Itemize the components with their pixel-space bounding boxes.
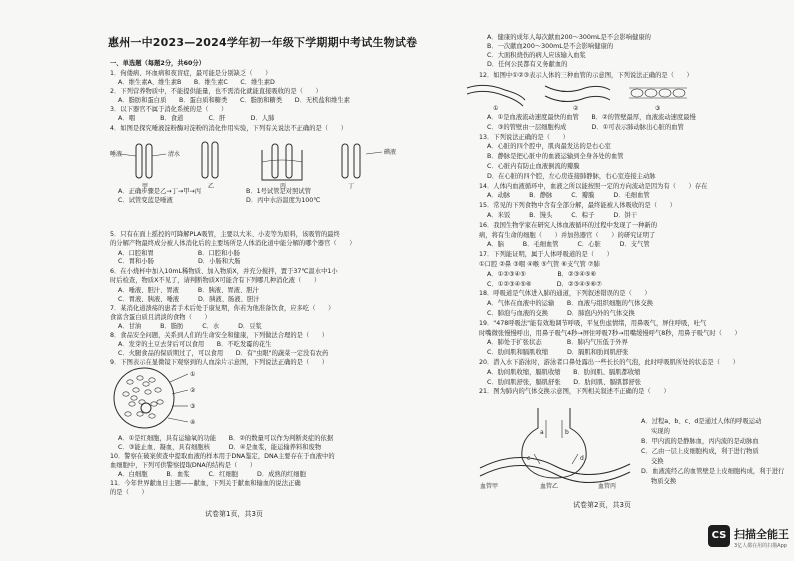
- red-blood-cell: [149, 414, 155, 418]
- fig12-label-3: ③: [655, 105, 661, 112]
- question-text: 17．下列能证明，属于人体呼吸道的是（ ）: [479, 251, 613, 259]
- answer-option: B．甲内流的是静脉血，丙内流的是动脉血: [641, 438, 759, 445]
- question-text: 时后检查，物质X不见了，请判断物质X可能含有下列哪几种消化液（ ）: [110, 277, 321, 284]
- red-blood-cell: [123, 392, 129, 396]
- answer-option: A．米饭 B．馒头 C．粽子 D．饼干: [487, 212, 638, 219]
- answer-option: A．甘油 B．脂肪 C．水 D．豆浆: [118, 323, 262, 330]
- answer-option: A．口腔和胃 B．口腔和小肠: [118, 250, 240, 257]
- exam-title: 惠州一中2023—2024学年初一年级下学期期中考试生物试卷: [108, 36, 418, 49]
- red-blood-cell: [127, 380, 133, 384]
- answer-option: A．①②③④⑤ B．②③④⑤⑥: [487, 270, 597, 278]
- red-blood-cell: [131, 396, 137, 400]
- answer-option: A．肋间肌收缩，膈肌收缩 B．肋间肌、膈肌都收缩: [487, 368, 641, 376]
- fig21-label-d: d: [580, 455, 584, 462]
- tube-jia: [120, 144, 166, 178]
- tube-yi: [202, 142, 218, 178]
- question-text: 时嘴微张慢慢呼出，用鼻子吸气4秒→屏住呼吸7秒→用嘴缓慢呼气8秒，用鼻子吸气时（ ）: [479, 329, 741, 337]
- blood-cells: [123, 376, 163, 418]
- red-blood-cell: [157, 400, 163, 404]
- answer-option: A．脂肪和蛋白质 B．蛋白质和糖类 C．脂肪和糖类 D．无机盐和维生素: [118, 97, 350, 104]
- fig9-label-3: ③: [190, 403, 196, 410]
- question-text: 9．下图表示在显微镜下观察到的人血涂片示意图，下列说法正确的是（ ）: [110, 359, 329, 366]
- section-heading: 一、单选题（每题2分，共60分）: [110, 60, 206, 67]
- question-text: 8．食品安全问题，关系到人们的生命安全和健康，下列做法合理的是（ ）: [110, 332, 329, 339]
- vessel-1: [467, 85, 525, 106]
- fig21-label-c: c: [527, 455, 531, 462]
- answer-option: C．肋间肌舒张，膈肌舒张 D．肋间肌、膈肌都舒张: [487, 378, 642, 386]
- fig9-blood-smear: [112, 364, 202, 434]
- fig4-label-saliva: 唾液: [110, 151, 123, 158]
- camscanner-tagline: 3亿人都在用的扫描App: [734, 543, 787, 549]
- vessel-2: [545, 86, 610, 102]
- question-text: 11．今年世界献血日主题——献血，下列关于献血和输血的说法正确: [110, 480, 301, 487]
- answer-option: D．在心脏的四个腔，左心房连接肺静脉，右心室连接主动脉: [487, 172, 656, 180]
- answer-option: A．发芽的土豆去芽后可以食用 B．不吃发霉的花生: [118, 341, 272, 348]
- answer-option: A．动脉 B．静脉 C．瓣膜 D．毛细血管: [487, 192, 650, 200]
- answer-option: A．白细胞 B．血浆 C．红细胞 D．成熟的红细胞: [118, 471, 306, 478]
- answer-option: A．唾液、胆汁、胃液 B．胰液、胃液、胆汁: [118, 287, 259, 294]
- answer-option: A．脑 B．毛细血管 C．心脏 D．支气管: [487, 241, 650, 249]
- question-text: 19．"478呼吸法"能有效地调节呼吸，平复焦虑情绪，用鼻吸气，屏住呼吸，吐气: [479, 319, 707, 327]
- red-blood-cell: [125, 412, 131, 416]
- fig4-label-iodine: 碘液: [384, 149, 397, 156]
- answer-option: C．乙由一层上皮细胞构成，利于进行物质: [641, 448, 759, 455]
- answer-option: A．维生素A、维生素B B．维生素C C．维生素D: [118, 79, 275, 86]
- red-blood-cell: [137, 412, 143, 416]
- question-text: 血细胞中，下列可供警察提取DNA的结构是（ ）: [110, 462, 257, 469]
- answer-option: 物质交换: [651, 478, 677, 485]
- fig21-label-vessel-yi: 血管乙: [540, 483, 559, 490]
- fig4-label-jia: 甲: [142, 183, 149, 190]
- question-text: 的分解产物最终成分被人体消化后的主要场所是人体消化道中能分解的哪个器官（ ）: [110, 240, 356, 247]
- white-blood-cell: [141, 403, 151, 413]
- question-text: 21．图为肺内的气体交换示意图，下列相关叙述不正确的是（ ）: [479, 388, 670, 396]
- answer-option: C．肋间肌和膈肌收缩 D．膈肌和肋间肌舒张: [487, 349, 629, 357]
- answer-option: A．①是红细胞，具有运输氧的功能 B．②的数量可以作为判断炎症的依据: [118, 435, 334, 442]
- beaker-bing: [262, 144, 302, 180]
- fig21-label-vessel-bing: 血管丙: [598, 483, 617, 490]
- question-text: 18．呼吸道是气体进入肺的通道，下列叙述错误的是（ ）: [479, 290, 651, 298]
- red-blood-cell: [151, 402, 157, 406]
- question-text: 2．下列营养物质中，不能提供能量，也不需消化就能直接吸收的是（ ）: [110, 88, 322, 95]
- question-text: 3．以下器官不属于消化系统的是（ ）: [110, 106, 228, 113]
- answer-option: B．1号试管是对照试管: [246, 188, 311, 195]
- answer-option: A．健康的成年人每次献血200～300mL是不会影响健康的: [487, 34, 651, 41]
- fig9-label-4: ④: [190, 419, 196, 426]
- vessel-3: [629, 88, 687, 98]
- question-text: 16．我国生物学家在研究人体血液循环的过程中发现了一种新的: [479, 221, 658, 229]
- fig21-label-a: a: [540, 429, 544, 436]
- fig4-label-ding: 丁: [348, 183, 355, 190]
- answer-option: 交换: [651, 458, 664, 465]
- question-text: 5．只有在面上摇控的可降解PLA吸管，主要以大米、小麦等为原料，该吸管的最终: [110, 231, 340, 238]
- red-blood-cell: [149, 378, 155, 382]
- exam-page-2: [405, 0, 794, 561]
- question-text: 病，将有生命的细胞（ ）并加热器官（ ）的研究证明了: [479, 231, 656, 239]
- answer-option: C．③能止血、凝血，具有细胞核 D．④是血浆，能运输养料和废物: [118, 444, 322, 451]
- answer-option: C．试管变蓝是唾液: [118, 197, 173, 204]
- answer-option: D．血液流经乙的血管壁是上皮细胞构成，利于进行: [641, 468, 785, 475]
- answer-option: C．大面积烧伤的病人应该输入血浆: [487, 52, 586, 59]
- answer-option: A．咽 B．食道 C．肝 D．人肺: [118, 115, 275, 122]
- page1-footer: 试卷第1页，共3页: [205, 510, 263, 518]
- camscanner-logo-icon: CS: [708, 525, 730, 547]
- answer-option: A．心脏的四个腔中，肌肉最发达的是右心室: [487, 143, 611, 151]
- answer-option: B．一次献血200～300mL是不会影响健康的: [487, 43, 614, 50]
- answer-option: A．正确步骤是乙→丁→甲→丙: [118, 188, 202, 195]
- question-text: 6．在小烧杯中加入10mL稀物质、加入物质X，并充分搅拌，置于37℃温水中1小: [110, 268, 338, 275]
- camscanner-name: 扫描全能王: [734, 528, 789, 541]
- answer-option: B．静脉是把心脏中的血液运输到全身各处的血管: [487, 153, 624, 161]
- answer-option: A．气体在血液中的运输 B．血液与组织细胞的气体交换: [487, 300, 654, 308]
- fig4-label-yi: 乙: [208, 183, 215, 190]
- answer-option: C．火腿食品的保质期过了，可以食用 D．有"虫眼"的蔬菜一定没有农药: [118, 350, 329, 357]
- question-text: 15．常见的下列食物中含有全部分解，最终能被人体吸收的是（ ）: [479, 202, 676, 210]
- red-blood-cell: [143, 382, 149, 386]
- answer-option: C．①②③④⑤⑥ D．②③④⑤⑥⑦: [487, 280, 602, 288]
- fig4-label-water: 清水: [168, 151, 181, 158]
- answer-option: 实现的: [651, 428, 670, 435]
- question-text: 10．警察在破案侦查中提取血液的样本用于DNA鉴定，DNA主要存在于血液中的: [110, 453, 335, 460]
- fig21-alveolus: [480, 408, 630, 488]
- fig12-blood-vessels: [465, 80, 695, 110]
- fig12-label-2: ②: [573, 105, 579, 112]
- answer-option: C．肺泡与血液的交换 D．肺泡内外的气体交换: [487, 310, 635, 317]
- question-text: 13．下列说法正确的是（ ）: [479, 133, 569, 141]
- question-text: 7．某消化道溃疡的患者手术后处于康复期，你若为他准备饮食，应多吃（ ）: [110, 305, 335, 312]
- answer-option: A．①是血液流动速度最快的血管 B．②的管壁最厚，血液流动速度最慢: [487, 114, 696, 121]
- question-text: 食富含蛋白质且清淡的食物（ ）: [110, 314, 211, 321]
- question-text: 14．人体内血液循环中，血液之所以能按照一定的方向流动是因为有（ ）存在: [479, 182, 708, 190]
- answer-option: D．任何公民都有义务献血的: [487, 61, 568, 68]
- answer-option: A．过程a、b、c、d是通过人体的呼吸运动: [641, 418, 762, 425]
- red-blood-cell: [137, 376, 143, 380]
- answer-option: C．胃和小肠 D．小肠和大肠: [118, 258, 241, 265]
- answer-option: A．肺处于扩张状态 B．肺内气压低于外界: [487, 339, 628, 347]
- answer-option: C．③的管壁由一层细胞构成 D．①可表示肺动脉出心脏的血管: [487, 123, 684, 131]
- question-text: ①口腔 ②鼻 ③咽 ④喉 ⑤气管 ⑥支气管 ⑦肺: [479, 261, 600, 268]
- question-text: 12．如图中①②③表示人体的三种血管的示意图，下列说法正确的是（ ）: [479, 72, 693, 79]
- red-blood-cell: [133, 388, 139, 392]
- fig9-label-1: ①: [190, 371, 196, 378]
- red-blood-cell: [145, 390, 151, 394]
- question-text: 1．佝偻病、坏血病和夜盲症，最可能是分别缺乏（ ）: [110, 70, 272, 77]
- answer-option: C．心脏内有防止血液倒流的瓣膜: [487, 163, 580, 170]
- fig4-label-bing: 丙: [280, 183, 287, 190]
- red-blood-cell: [155, 388, 161, 392]
- question-text: 4．如图是探究唾液淀粉酶对淀粉的消化作用实验，下列有关说法不正确的是（ ）: [110, 125, 347, 132]
- tube-ding: [342, 144, 382, 178]
- question-text: 20．潜入水下游泳时，游泳者口鼻处露出一些长长的气泡，此时呼吸肌所处的状态是（ ）: [479, 359, 739, 366]
- page2-footer: 试卷第2页，共3页: [573, 501, 631, 509]
- question-text: 的是（ ）: [110, 489, 148, 496]
- fig12-label-1: ①: [493, 105, 499, 112]
- fig9-label-2: ②: [190, 387, 196, 394]
- answer-option: C．胃液、胰液、唾液 D．胰液、肠液、胆汁: [118, 296, 260, 303]
- red-blood-cell: [129, 402, 135, 406]
- fig21-label-vessel-jia: 血管甲: [480, 483, 499, 490]
- answer-option: D．丙中水浴温度为100℃: [246, 197, 321, 204]
- fig4-test-tubes: [110, 140, 410, 190]
- fig21-label-b: b: [565, 429, 569, 436]
